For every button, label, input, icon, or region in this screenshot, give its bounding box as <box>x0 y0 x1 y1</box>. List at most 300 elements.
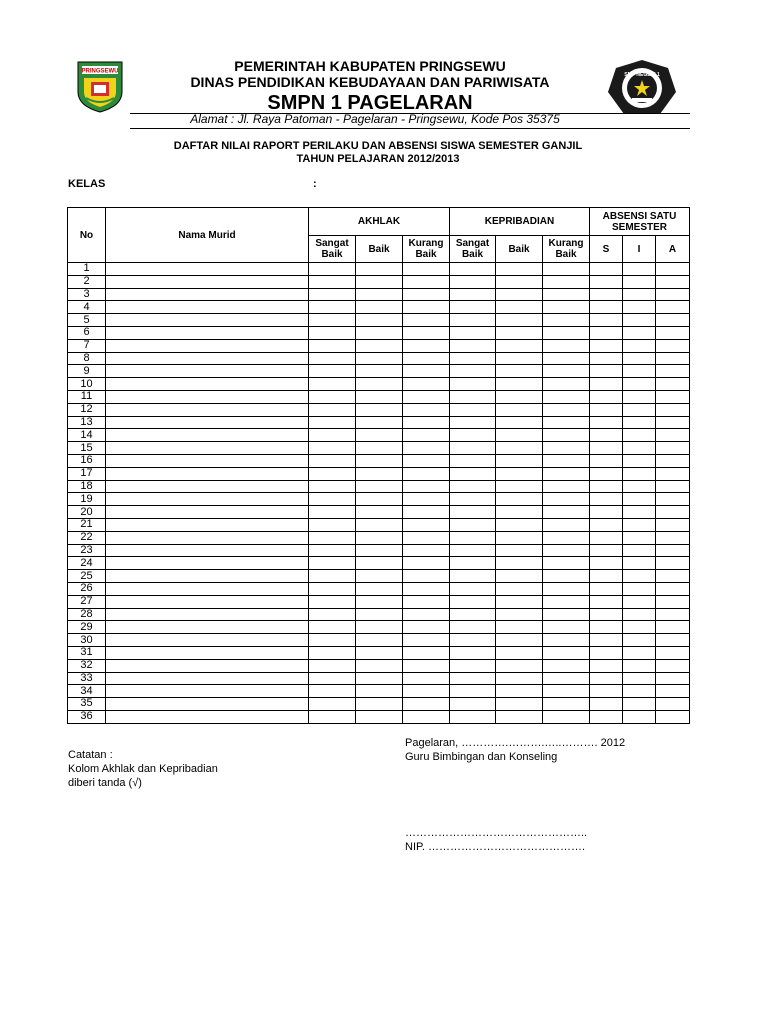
kepribadian-baik-cell[interactable] <box>496 442 543 455</box>
akhlak-kurang-baik-cell[interactable] <box>403 326 450 339</box>
kepribadian-kurang-baik-cell[interactable] <box>543 339 590 352</box>
akhlak-baik-cell[interactable] <box>356 646 403 659</box>
kepribadian-kurang-baik-cell[interactable] <box>543 403 590 416</box>
akhlak-kurang-baik-cell[interactable] <box>403 314 450 327</box>
akhlak-kurang-baik-cell[interactable] <box>403 570 450 583</box>
kepribadian-sangat-baik-cell[interactable] <box>450 442 496 455</box>
absensi-a-cell[interactable] <box>656 582 690 595</box>
absensi-a-cell[interactable] <box>656 659 690 672</box>
absensi-s-cell[interactable] <box>590 557 623 570</box>
student-name-cell[interactable] <box>106 570 309 583</box>
kepribadian-sangat-baik-cell[interactable] <box>450 710 496 723</box>
akhlak-kurang-baik-cell[interactable] <box>403 698 450 711</box>
absensi-i-cell[interactable] <box>623 518 656 531</box>
akhlak-baik-cell[interactable] <box>356 365 403 378</box>
akhlak-baik-cell[interactable] <box>356 506 403 519</box>
student-name-cell[interactable] <box>106 275 309 288</box>
akhlak-baik-cell[interactable] <box>356 621 403 634</box>
absensi-i-cell[interactable] <box>623 403 656 416</box>
akhlak-baik-cell[interactable] <box>356 403 403 416</box>
akhlak-kurang-baik-cell[interactable] <box>403 301 450 314</box>
absensi-i-cell[interactable] <box>623 608 656 621</box>
student-name-cell[interactable] <box>106 263 309 276</box>
absensi-a-cell[interactable] <box>656 275 690 288</box>
akhlak-sangat-baik-cell[interactable] <box>309 672 356 685</box>
absensi-a-cell[interactable] <box>656 685 690 698</box>
kepribadian-baik-cell[interactable] <box>496 467 543 480</box>
absensi-s-cell[interactable] <box>590 275 623 288</box>
akhlak-baik-cell[interactable] <box>356 672 403 685</box>
akhlak-sangat-baik-cell[interactable] <box>309 314 356 327</box>
kepribadian-sangat-baik-cell[interactable] <box>450 352 496 365</box>
student-name-cell[interactable] <box>106 659 309 672</box>
student-name-cell[interactable] <box>106 390 309 403</box>
akhlak-sangat-baik-cell[interactable] <box>309 403 356 416</box>
absensi-i-cell[interactable] <box>623 506 656 519</box>
absensi-s-cell[interactable] <box>590 480 623 493</box>
akhlak-sangat-baik-cell[interactable] <box>309 659 356 672</box>
akhlak-kurang-baik-cell[interactable] <box>403 365 450 378</box>
absensi-s-cell[interactable] <box>590 352 623 365</box>
student-name-cell[interactable] <box>106 416 309 429</box>
student-name-cell[interactable] <box>106 646 309 659</box>
absensi-a-cell[interactable] <box>656 288 690 301</box>
absensi-a-cell[interactable] <box>656 339 690 352</box>
akhlak-baik-cell[interactable] <box>356 634 403 647</box>
absensi-s-cell[interactable] <box>590 582 623 595</box>
kepribadian-kurang-baik-cell[interactable] <box>543 544 590 557</box>
akhlak-baik-cell[interactable] <box>356 378 403 391</box>
absensi-i-cell[interactable] <box>623 442 656 455</box>
absensi-s-cell[interactable] <box>590 326 623 339</box>
akhlak-baik-cell[interactable] <box>356 352 403 365</box>
kepribadian-kurang-baik-cell[interactable] <box>543 621 590 634</box>
absensi-s-cell[interactable] <box>590 608 623 621</box>
akhlak-baik-cell[interactable] <box>356 493 403 506</box>
absensi-a-cell[interactable] <box>656 442 690 455</box>
akhlak-baik-cell[interactable] <box>356 659 403 672</box>
kepribadian-sangat-baik-cell[interactable] <box>450 429 496 442</box>
kepribadian-sangat-baik-cell[interactable] <box>450 621 496 634</box>
absensi-a-cell[interactable] <box>656 326 690 339</box>
akhlak-sangat-baik-cell[interactable] <box>309 442 356 455</box>
absensi-s-cell[interactable] <box>590 403 623 416</box>
akhlak-sangat-baik-cell[interactable] <box>309 339 356 352</box>
akhlak-sangat-baik-cell[interactable] <box>309 378 356 391</box>
absensi-i-cell[interactable] <box>623 378 656 391</box>
kepribadian-sangat-baik-cell[interactable] <box>450 685 496 698</box>
akhlak-baik-cell[interactable] <box>356 544 403 557</box>
kepribadian-baik-cell[interactable] <box>496 288 543 301</box>
kepribadian-kurang-baik-cell[interactable] <box>543 454 590 467</box>
akhlak-baik-cell[interactable] <box>356 685 403 698</box>
akhlak-kurang-baik-cell[interactable] <box>403 467 450 480</box>
kepribadian-sangat-baik-cell[interactable] <box>450 570 496 583</box>
absensi-a-cell[interactable] <box>656 263 690 276</box>
akhlak-sangat-baik-cell[interactable] <box>309 454 356 467</box>
absensi-a-cell[interactable] <box>656 557 690 570</box>
akhlak-kurang-baik-cell[interactable] <box>403 531 450 544</box>
absensi-s-cell[interactable] <box>590 646 623 659</box>
kepribadian-sangat-baik-cell[interactable] <box>450 339 496 352</box>
kepribadian-baik-cell[interactable] <box>496 378 543 391</box>
absensi-a-cell[interactable] <box>656 390 690 403</box>
akhlak-sangat-baik-cell[interactable] <box>309 710 356 723</box>
kepribadian-kurang-baik-cell[interactable] <box>543 326 590 339</box>
absensi-i-cell[interactable] <box>623 685 656 698</box>
student-name-cell[interactable] <box>106 378 309 391</box>
student-name-cell[interactable] <box>106 365 309 378</box>
akhlak-sangat-baik-cell[interactable] <box>309 301 356 314</box>
kepribadian-sangat-baik-cell[interactable] <box>450 518 496 531</box>
absensi-i-cell[interactable] <box>623 326 656 339</box>
akhlak-baik-cell[interactable] <box>356 698 403 711</box>
akhlak-kurang-baik-cell[interactable] <box>403 518 450 531</box>
kepribadian-baik-cell[interactable] <box>496 621 543 634</box>
absensi-a-cell[interactable] <box>656 493 690 506</box>
absensi-a-cell[interactable] <box>656 480 690 493</box>
absensi-a-cell[interactable] <box>656 467 690 480</box>
absensi-i-cell[interactable] <box>623 429 656 442</box>
absensi-a-cell[interactable] <box>656 570 690 583</box>
absensi-i-cell[interactable] <box>623 595 656 608</box>
akhlak-kurang-baik-cell[interactable] <box>403 506 450 519</box>
student-name-cell[interactable] <box>106 326 309 339</box>
absensi-a-cell[interactable] <box>656 301 690 314</box>
akhlak-kurang-baik-cell[interactable] <box>403 275 450 288</box>
akhlak-baik-cell[interactable] <box>356 608 403 621</box>
akhlak-sangat-baik-cell[interactable] <box>309 275 356 288</box>
akhlak-baik-cell[interactable] <box>356 442 403 455</box>
akhlak-sangat-baik-cell[interactable] <box>309 493 356 506</box>
kepribadian-sangat-baik-cell[interactable] <box>450 698 496 711</box>
akhlak-sangat-baik-cell[interactable] <box>309 288 356 301</box>
kepribadian-kurang-baik-cell[interactable] <box>543 314 590 327</box>
kepribadian-kurang-baik-cell[interactable] <box>543 416 590 429</box>
absensi-a-cell[interactable] <box>656 314 690 327</box>
absensi-s-cell[interactable] <box>590 339 623 352</box>
akhlak-kurang-baik-cell[interactable] <box>403 454 450 467</box>
akhlak-kurang-baik-cell[interactable] <box>403 557 450 570</box>
akhlak-sangat-baik-cell[interactable] <box>309 557 356 570</box>
kepribadian-sangat-baik-cell[interactable] <box>450 506 496 519</box>
kepribadian-kurang-baik-cell[interactable] <box>543 710 590 723</box>
student-name-cell[interactable] <box>106 582 309 595</box>
absensi-a-cell[interactable] <box>656 672 690 685</box>
kepribadian-baik-cell[interactable] <box>496 582 543 595</box>
akhlak-kurang-baik-cell[interactable] <box>403 659 450 672</box>
akhlak-kurang-baik-cell[interactable] <box>403 390 450 403</box>
akhlak-sangat-baik-cell[interactable] <box>309 544 356 557</box>
akhlak-baik-cell[interactable] <box>356 480 403 493</box>
student-name-cell[interactable] <box>106 531 309 544</box>
kepribadian-sangat-baik-cell[interactable] <box>450 288 496 301</box>
kepribadian-kurang-baik-cell[interactable] <box>543 608 590 621</box>
absensi-a-cell[interactable] <box>656 634 690 647</box>
akhlak-sangat-baik-cell[interactable] <box>309 467 356 480</box>
absensi-s-cell[interactable] <box>590 672 623 685</box>
kepribadian-sangat-baik-cell[interactable] <box>450 672 496 685</box>
kepribadian-sangat-baik-cell[interactable] <box>450 454 496 467</box>
absensi-a-cell[interactable] <box>656 378 690 391</box>
kepribadian-sangat-baik-cell[interactable] <box>450 582 496 595</box>
absensi-s-cell[interactable] <box>590 506 623 519</box>
absensi-s-cell[interactable] <box>590 442 623 455</box>
akhlak-sangat-baik-cell[interactable] <box>309 570 356 583</box>
absensi-s-cell[interactable] <box>590 595 623 608</box>
akhlak-baik-cell[interactable] <box>356 288 403 301</box>
kepribadian-kurang-baik-cell[interactable] <box>543 506 590 519</box>
kepribadian-baik-cell[interactable] <box>496 646 543 659</box>
akhlak-sangat-baik-cell[interactable] <box>309 390 356 403</box>
absensi-s-cell[interactable] <box>590 454 623 467</box>
kepribadian-kurang-baik-cell[interactable] <box>543 275 590 288</box>
absensi-s-cell[interactable] <box>590 263 623 276</box>
absensi-s-cell[interactable] <box>590 390 623 403</box>
kepribadian-kurang-baik-cell[interactable] <box>543 352 590 365</box>
kepribadian-kurang-baik-cell[interactable] <box>543 429 590 442</box>
akhlak-kurang-baik-cell[interactable] <box>403 646 450 659</box>
student-name-cell[interactable] <box>106 454 309 467</box>
kepribadian-baik-cell[interactable] <box>496 301 543 314</box>
akhlak-sangat-baik-cell[interactable] <box>309 698 356 711</box>
kepribadian-baik-cell[interactable] <box>496 710 543 723</box>
kepribadian-sangat-baik-cell[interactable] <box>450 403 496 416</box>
akhlak-baik-cell[interactable] <box>356 416 403 429</box>
absensi-i-cell[interactable] <box>623 275 656 288</box>
student-name-cell[interactable] <box>106 403 309 416</box>
absensi-i-cell[interactable] <box>623 288 656 301</box>
kepribadian-kurang-baik-cell[interactable] <box>543 582 590 595</box>
student-name-cell[interactable] <box>106 710 309 723</box>
absensi-s-cell[interactable] <box>590 378 623 391</box>
absensi-a-cell[interactable] <box>656 608 690 621</box>
student-name-cell[interactable] <box>106 506 309 519</box>
kepribadian-kurang-baik-cell[interactable] <box>543 467 590 480</box>
absensi-i-cell[interactable] <box>623 544 656 557</box>
absensi-i-cell[interactable] <box>623 634 656 647</box>
kepribadian-sangat-baik-cell[interactable] <box>450 301 496 314</box>
kepribadian-baik-cell[interactable] <box>496 403 543 416</box>
kepribadian-baik-cell[interactable] <box>496 608 543 621</box>
absensi-s-cell[interactable] <box>590 621 623 634</box>
kepribadian-kurang-baik-cell[interactable] <box>543 378 590 391</box>
absensi-i-cell[interactable] <box>623 710 656 723</box>
kepribadian-baik-cell[interactable] <box>496 454 543 467</box>
kepribadian-kurang-baik-cell[interactable] <box>543 263 590 276</box>
kepribadian-baik-cell[interactable] <box>496 263 543 276</box>
absensi-s-cell[interactable] <box>590 518 623 531</box>
kepribadian-baik-cell[interactable] <box>496 685 543 698</box>
absensi-s-cell[interactable] <box>590 314 623 327</box>
akhlak-kurang-baik-cell[interactable] <box>403 595 450 608</box>
absensi-s-cell[interactable] <box>590 544 623 557</box>
kepribadian-kurang-baik-cell[interactable] <box>543 518 590 531</box>
akhlak-sangat-baik-cell[interactable] <box>309 480 356 493</box>
akhlak-sangat-baik-cell[interactable] <box>309 621 356 634</box>
absensi-i-cell[interactable] <box>623 698 656 711</box>
student-name-cell[interactable] <box>106 429 309 442</box>
kepribadian-kurang-baik-cell[interactable] <box>543 595 590 608</box>
kepribadian-sangat-baik-cell[interactable] <box>450 557 496 570</box>
akhlak-kurang-baik-cell[interactable] <box>403 352 450 365</box>
absensi-i-cell[interactable] <box>623 339 656 352</box>
akhlak-kurang-baik-cell[interactable] <box>403 710 450 723</box>
student-name-cell[interactable] <box>106 608 309 621</box>
kepribadian-kurang-baik-cell[interactable] <box>543 365 590 378</box>
akhlak-sangat-baik-cell[interactable] <box>309 506 356 519</box>
kepribadian-baik-cell[interactable] <box>496 352 543 365</box>
kepribadian-sangat-baik-cell[interactable] <box>450 531 496 544</box>
kepribadian-kurang-baik-cell[interactable] <box>543 685 590 698</box>
absensi-i-cell[interactable] <box>623 531 656 544</box>
kepribadian-kurang-baik-cell[interactable] <box>543 390 590 403</box>
kepribadian-baik-cell[interactable] <box>496 493 543 506</box>
kepribadian-sangat-baik-cell[interactable] <box>450 595 496 608</box>
absensi-i-cell[interactable] <box>623 314 656 327</box>
absensi-i-cell[interactable] <box>623 454 656 467</box>
student-name-cell[interactable] <box>106 467 309 480</box>
absensi-i-cell[interactable] <box>623 467 656 480</box>
kepribadian-baik-cell[interactable] <box>496 531 543 544</box>
akhlak-baik-cell[interactable] <box>356 582 403 595</box>
kepribadian-sangat-baik-cell[interactable] <box>450 326 496 339</box>
absensi-a-cell[interactable] <box>656 416 690 429</box>
kepribadian-baik-cell[interactable] <box>496 570 543 583</box>
absensi-s-cell[interactable] <box>590 710 623 723</box>
akhlak-baik-cell[interactable] <box>356 263 403 276</box>
akhlak-sangat-baik-cell[interactable] <box>309 352 356 365</box>
kepribadian-kurang-baik-cell[interactable] <box>543 480 590 493</box>
kepribadian-baik-cell[interactable] <box>496 275 543 288</box>
absensi-a-cell[interactable] <box>656 621 690 634</box>
student-name-cell[interactable] <box>106 544 309 557</box>
akhlak-baik-cell[interactable] <box>356 301 403 314</box>
akhlak-baik-cell[interactable] <box>356 595 403 608</box>
kepribadian-kurang-baik-cell[interactable] <box>543 659 590 672</box>
akhlak-baik-cell[interactable] <box>356 557 403 570</box>
absensi-i-cell[interactable] <box>623 263 656 276</box>
kepribadian-kurang-baik-cell[interactable] <box>543 531 590 544</box>
akhlak-kurang-baik-cell[interactable] <box>403 339 450 352</box>
absensi-s-cell[interactable] <box>590 429 623 442</box>
absensi-s-cell[interactable] <box>590 570 623 583</box>
kepribadian-sangat-baik-cell[interactable] <box>450 365 496 378</box>
absensi-a-cell[interactable] <box>656 646 690 659</box>
absensi-s-cell[interactable] <box>590 634 623 647</box>
kepribadian-sangat-baik-cell[interactable] <box>450 275 496 288</box>
kepribadian-baik-cell[interactable] <box>496 314 543 327</box>
absensi-i-cell[interactable] <box>623 390 656 403</box>
absensi-i-cell[interactable] <box>623 416 656 429</box>
student-name-cell[interactable] <box>106 685 309 698</box>
kepribadian-sangat-baik-cell[interactable] <box>450 390 496 403</box>
kepribadian-kurang-baik-cell[interactable] <box>543 634 590 647</box>
akhlak-sangat-baik-cell[interactable] <box>309 608 356 621</box>
kepribadian-sangat-baik-cell[interactable] <box>450 314 496 327</box>
kepribadian-sangat-baik-cell[interactable] <box>450 263 496 276</box>
akhlak-kurang-baik-cell[interactable] <box>403 378 450 391</box>
akhlak-sangat-baik-cell[interactable] <box>309 634 356 647</box>
absensi-s-cell[interactable] <box>590 685 623 698</box>
akhlak-sangat-baik-cell[interactable] <box>309 531 356 544</box>
absensi-s-cell[interactable] <box>590 365 623 378</box>
student-name-cell[interactable] <box>106 301 309 314</box>
student-name-cell[interactable] <box>106 442 309 455</box>
absensi-s-cell[interactable] <box>590 659 623 672</box>
akhlak-baik-cell[interactable] <box>356 275 403 288</box>
absensi-a-cell[interactable] <box>656 365 690 378</box>
absensi-i-cell[interactable] <box>623 672 656 685</box>
kepribadian-baik-cell[interactable] <box>496 672 543 685</box>
student-name-cell[interactable] <box>106 288 309 301</box>
student-name-cell[interactable] <box>106 518 309 531</box>
kepribadian-kurang-baik-cell[interactable] <box>543 672 590 685</box>
akhlak-baik-cell[interactable] <box>356 326 403 339</box>
absensi-i-cell[interactable] <box>623 621 656 634</box>
absensi-a-cell[interactable] <box>656 352 690 365</box>
absensi-i-cell[interactable] <box>623 570 656 583</box>
absensi-s-cell[interactable] <box>590 698 623 711</box>
kepribadian-baik-cell[interactable] <box>496 698 543 711</box>
kepribadian-sangat-baik-cell[interactable] <box>450 493 496 506</box>
akhlak-sangat-baik-cell[interactable] <box>309 365 356 378</box>
kepribadian-sangat-baik-cell[interactable] <box>450 544 496 557</box>
akhlak-kurang-baik-cell[interactable] <box>403 672 450 685</box>
student-name-cell[interactable] <box>106 493 309 506</box>
absensi-i-cell[interactable] <box>623 646 656 659</box>
kepribadian-baik-cell[interactable] <box>496 416 543 429</box>
absensi-a-cell[interactable] <box>656 518 690 531</box>
kepribadian-baik-cell[interactable] <box>496 339 543 352</box>
absensi-s-cell[interactable] <box>590 301 623 314</box>
kepribadian-baik-cell[interactable] <box>496 506 543 519</box>
akhlak-kurang-baik-cell[interactable] <box>403 685 450 698</box>
absensi-a-cell[interactable] <box>656 403 690 416</box>
akhlak-kurang-baik-cell[interactable] <box>403 493 450 506</box>
akhlak-kurang-baik-cell[interactable] <box>403 582 450 595</box>
akhlak-sangat-baik-cell[interactable] <box>309 326 356 339</box>
kepribadian-baik-cell[interactable] <box>496 557 543 570</box>
akhlak-sangat-baik-cell[interactable] <box>309 582 356 595</box>
absensi-a-cell[interactable] <box>656 506 690 519</box>
akhlak-kurang-baik-cell[interactable] <box>403 442 450 455</box>
akhlak-kurang-baik-cell[interactable] <box>403 263 450 276</box>
kepribadian-sangat-baik-cell[interactable] <box>450 659 496 672</box>
kepribadian-sangat-baik-cell[interactable] <box>450 608 496 621</box>
kepribadian-baik-cell[interactable] <box>496 365 543 378</box>
akhlak-baik-cell[interactable] <box>356 467 403 480</box>
kepribadian-sangat-baik-cell[interactable] <box>450 416 496 429</box>
kepribadian-kurang-baik-cell[interactable] <box>543 570 590 583</box>
kepribadian-kurang-baik-cell[interactable] <box>543 493 590 506</box>
student-name-cell[interactable] <box>106 352 309 365</box>
absensi-i-cell[interactable] <box>623 493 656 506</box>
absensi-i-cell[interactable] <box>623 480 656 493</box>
akhlak-baik-cell[interactable] <box>356 339 403 352</box>
akhlak-sangat-baik-cell[interactable] <box>309 263 356 276</box>
akhlak-baik-cell[interactable] <box>356 710 403 723</box>
akhlak-kurang-baik-cell[interactable] <box>403 416 450 429</box>
student-name-cell[interactable] <box>106 480 309 493</box>
student-name-cell[interactable] <box>106 595 309 608</box>
kepribadian-baik-cell[interactable] <box>496 544 543 557</box>
kepribadian-baik-cell[interactable] <box>496 659 543 672</box>
akhlak-sangat-baik-cell[interactable] <box>309 685 356 698</box>
absensi-s-cell[interactable] <box>590 416 623 429</box>
akhlak-baik-cell[interactable] <box>356 570 403 583</box>
absensi-s-cell[interactable] <box>590 531 623 544</box>
